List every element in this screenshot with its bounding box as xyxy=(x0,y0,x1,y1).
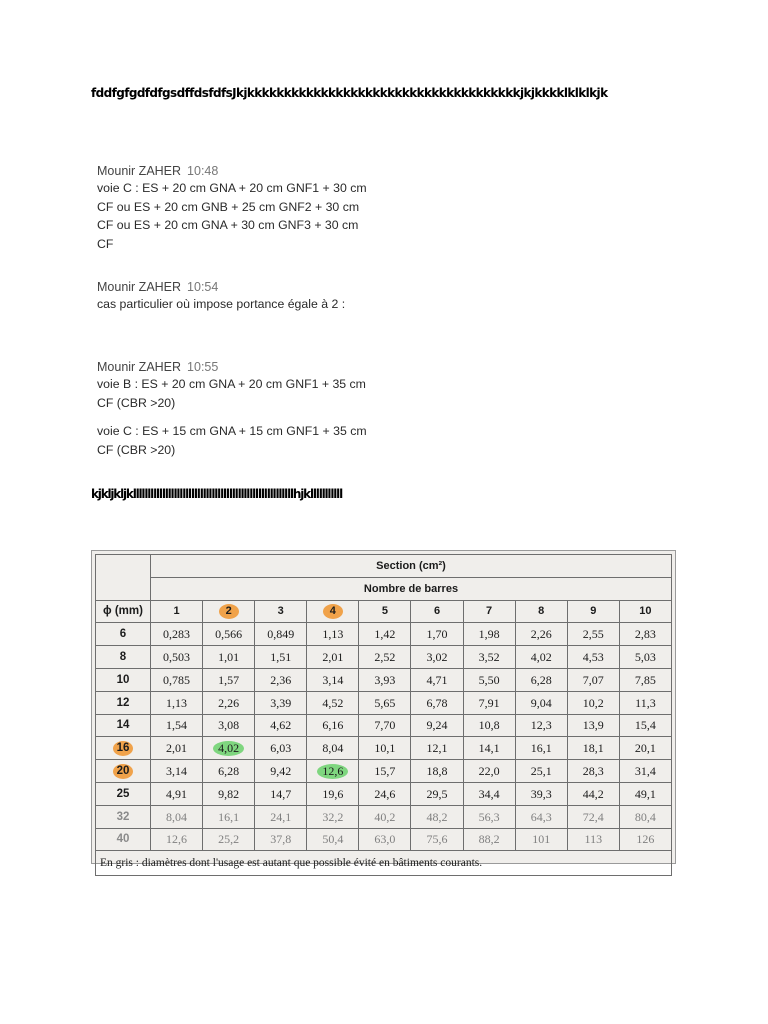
table-cell xyxy=(411,691,463,714)
cell-value: 10,1 xyxy=(374,741,396,756)
cell-value: 3,39 xyxy=(270,695,292,710)
cell-value: 44,2 xyxy=(582,786,604,801)
table-subtitle: Nombre de barres xyxy=(151,577,672,600)
table-cell xyxy=(567,828,619,851)
table-cell xyxy=(359,714,411,737)
table-cell xyxy=(203,623,255,646)
cell-value: 24,1 xyxy=(270,809,292,824)
table-cell xyxy=(411,668,463,691)
cell-value: 4,02 xyxy=(530,650,552,665)
table-cell xyxy=(151,760,203,783)
cell-value: 88,2 xyxy=(478,832,500,847)
cell-value: 15,7 xyxy=(374,764,396,779)
diameter-value: 8 xyxy=(119,651,127,664)
message-author: Mounir ZAHER xyxy=(97,164,182,178)
table-row xyxy=(96,828,672,851)
cell-value: 10,2 xyxy=(582,695,604,710)
column-header xyxy=(307,600,359,623)
message-paragraph: voie B : ES + 20 cm GNA + 20 cm GNF1 + 35 cm CF (CBR >20) xyxy=(97,377,366,410)
cell-value: 1,57 xyxy=(218,672,240,687)
column-header xyxy=(255,600,307,623)
message-header xyxy=(97,163,367,179)
cell-value: 4,53 xyxy=(582,650,604,665)
table-cell xyxy=(255,646,307,669)
column-header xyxy=(619,600,671,623)
table-cell xyxy=(307,691,359,714)
cell-value: 2,01 xyxy=(322,650,344,665)
column-header xyxy=(463,600,515,623)
cell-value: 126 xyxy=(636,832,655,847)
cell-value: 15,4 xyxy=(634,718,656,733)
table-cell xyxy=(151,805,203,828)
table-cell xyxy=(411,760,463,783)
cell-value: 75,6 xyxy=(426,832,448,847)
message-time: 10:48 xyxy=(187,164,219,178)
table-cell xyxy=(619,760,671,783)
cell-value: 0,503 xyxy=(163,650,191,665)
table-cell xyxy=(463,737,515,760)
table-cell xyxy=(255,623,307,646)
table-cell xyxy=(203,691,255,714)
table-cell xyxy=(359,782,411,805)
column-number: 10 xyxy=(639,605,652,618)
cell-value: 11,3 xyxy=(635,695,656,710)
message-paragraph: cas particulier où impose portance égale à 2 : xyxy=(97,297,346,311)
cell-value: 4,91 xyxy=(166,786,188,801)
table-cell xyxy=(307,805,359,828)
row-header-label: ϕ (mm) xyxy=(96,600,151,623)
table-cell xyxy=(411,623,463,646)
cell-value: 6,28 xyxy=(530,672,552,687)
cell-value: 8,04 xyxy=(166,809,188,824)
table-row xyxy=(96,668,672,691)
cell-value: 14,1 xyxy=(478,741,500,756)
cell-value: 9,24 xyxy=(426,718,448,733)
cell-value: 4,62 xyxy=(270,718,292,733)
table-cell xyxy=(255,760,307,783)
message-time: 10:55 xyxy=(187,360,219,374)
table-cell xyxy=(307,623,359,646)
cell-value: 6,28 xyxy=(218,764,240,779)
table-cell xyxy=(307,828,359,851)
message-author: Mounir ZAHER xyxy=(97,280,182,294)
diameter-cell xyxy=(96,737,151,760)
cell-value: 18,8 xyxy=(426,764,448,779)
cell-value: 64,3 xyxy=(530,809,552,824)
table-cell xyxy=(307,760,359,783)
table-row xyxy=(96,714,672,737)
diameter-value-highlighted: 20 xyxy=(113,764,133,779)
cell-value: 12,3 xyxy=(530,718,552,733)
cell-value: 3,02 xyxy=(426,650,448,665)
cell-value: 1,01 xyxy=(218,650,240,665)
cell-value: 5,65 xyxy=(374,695,396,710)
table-cell xyxy=(307,714,359,737)
cell-value: 80,4 xyxy=(634,809,656,824)
column-header xyxy=(151,600,203,623)
diameter-cell xyxy=(96,828,151,851)
table-cell xyxy=(203,668,255,691)
table-cell xyxy=(567,623,619,646)
cell-value: 2,36 xyxy=(270,672,292,687)
cell-value: 113 xyxy=(584,832,603,847)
table-cell xyxy=(203,646,255,669)
cell-value: 25,1 xyxy=(530,764,552,779)
cell-value: 28,3 xyxy=(582,764,604,779)
rebar-section-table-image xyxy=(91,550,676,870)
table-cell xyxy=(255,668,307,691)
message-header xyxy=(97,279,367,295)
table-cell xyxy=(151,782,203,805)
table-cell xyxy=(411,805,463,828)
cell-value: 4,52 xyxy=(322,695,344,710)
table-cell xyxy=(619,646,671,669)
cell-value: 5,03 xyxy=(634,650,656,665)
table-cell xyxy=(307,737,359,760)
table-cell xyxy=(203,737,255,760)
diameter-value: 40 xyxy=(116,833,130,846)
cell-value: 12,1 xyxy=(426,741,448,756)
table-cell xyxy=(151,646,203,669)
table-cell xyxy=(359,646,411,669)
cell-value: 34,4 xyxy=(478,786,500,801)
table-cell xyxy=(463,714,515,737)
footnote-row xyxy=(96,851,672,876)
cell-value: 50,4 xyxy=(322,832,344,847)
table-cell xyxy=(203,714,255,737)
column-number: 6 xyxy=(433,605,441,618)
cell-value: 3,14 xyxy=(166,764,188,779)
table-cell xyxy=(463,828,515,851)
cell-value: 7,85 xyxy=(634,672,656,687)
table-cell xyxy=(151,623,203,646)
column-header xyxy=(359,600,411,623)
diameter-cell xyxy=(96,782,151,805)
cell-value: 3,93 xyxy=(374,672,396,687)
cell-value: 0,785 xyxy=(163,672,191,687)
diameter-cell xyxy=(96,668,151,691)
table-cell xyxy=(307,782,359,805)
cell-value: 2,52 xyxy=(374,650,396,665)
table-cell xyxy=(515,714,567,737)
cell-value: 7,07 xyxy=(582,672,604,687)
table-row xyxy=(96,805,672,828)
message-time: 10:54 xyxy=(187,280,219,294)
table-cell xyxy=(567,646,619,669)
table-cell xyxy=(255,782,307,805)
cell-value: 101 xyxy=(532,832,551,847)
table-cell xyxy=(463,646,515,669)
table-cell xyxy=(203,782,255,805)
cell-value: 9,42 xyxy=(270,764,292,779)
table-row xyxy=(96,691,672,714)
rebar-section-table xyxy=(95,554,672,876)
message-body xyxy=(97,295,367,314)
cell-value: 6,03 xyxy=(270,741,292,756)
table-cell xyxy=(567,714,619,737)
table-cell xyxy=(411,714,463,737)
cell-value: 1,51 xyxy=(270,650,292,665)
diameter-cell xyxy=(96,623,151,646)
cell-value: 1,98 xyxy=(478,627,500,642)
table-cell xyxy=(151,691,203,714)
column-number: 8 xyxy=(538,605,545,618)
table-cell xyxy=(463,668,515,691)
table-cell xyxy=(359,737,411,760)
table-cell xyxy=(151,828,203,851)
cell-value: 7,70 xyxy=(374,718,396,733)
cell-value: 16,1 xyxy=(530,741,552,756)
message-body xyxy=(97,375,367,459)
table-cell xyxy=(515,623,567,646)
cell-value: 2,01 xyxy=(166,741,188,756)
cell-value: 2,55 xyxy=(582,627,604,642)
diameter-value: 6 xyxy=(119,628,127,641)
table-cell xyxy=(567,760,619,783)
cell-value: 0,849 xyxy=(267,627,295,642)
cell-value: 56,3 xyxy=(478,809,500,824)
cell-value: 25,2 xyxy=(218,832,240,847)
column-number: 3 xyxy=(277,605,284,618)
message-header xyxy=(97,359,367,375)
table-cell xyxy=(411,646,463,669)
chat-message-1 xyxy=(97,163,367,253)
table-cell xyxy=(255,737,307,760)
table-cell xyxy=(567,805,619,828)
table-cell xyxy=(463,805,515,828)
cell-value: 32,2 xyxy=(322,809,344,824)
table-cell xyxy=(463,623,515,646)
cell-value: 3,08 xyxy=(218,718,240,733)
cell-value: 9,04 xyxy=(530,695,552,710)
table-cell xyxy=(567,691,619,714)
table-cell xyxy=(515,828,567,851)
message-author: Mounir ZAHER xyxy=(97,360,182,374)
cell-value: 1,13 xyxy=(166,695,188,710)
cell-value: 48,2 xyxy=(426,809,448,824)
table-footnote: En gris : diamètres dont l'usage est autant que possible évité en bâtiments courants. xyxy=(96,851,672,876)
column-number: 5 xyxy=(381,605,388,618)
diameter-cell xyxy=(96,805,151,828)
table-row xyxy=(96,646,672,669)
column-number: 1 xyxy=(173,605,180,618)
table-row xyxy=(96,760,672,783)
table-cell xyxy=(567,782,619,805)
diameter-cell xyxy=(96,646,151,669)
table-row xyxy=(96,737,672,760)
table-row xyxy=(96,623,672,646)
cell-value: 39,3 xyxy=(530,786,552,801)
cell-value: 6,16 xyxy=(322,718,344,733)
cell-value: 8,04 xyxy=(322,741,344,756)
table-cell xyxy=(359,805,411,828)
cell-value: 49,1 xyxy=(634,786,656,801)
cell-value: 20,1 xyxy=(634,741,656,756)
table-cell xyxy=(567,737,619,760)
cell-value: 24,6 xyxy=(374,786,396,801)
message-body xyxy=(97,179,367,253)
table-cell xyxy=(359,668,411,691)
table-cell xyxy=(151,737,203,760)
cell-value: 1,54 xyxy=(166,718,188,733)
chat-message-2 xyxy=(97,279,367,314)
column-header xyxy=(567,600,619,623)
column-header xyxy=(203,600,255,623)
table-cell xyxy=(619,805,671,828)
table-cell xyxy=(515,646,567,669)
table-cell xyxy=(515,760,567,783)
diameter-cell xyxy=(96,760,151,783)
cell-value: 37,8 xyxy=(270,832,292,847)
cell-value: 0,283 xyxy=(163,627,191,642)
column-header-row xyxy=(96,600,672,623)
column-header xyxy=(411,600,463,623)
table-cell xyxy=(203,760,255,783)
table-cell xyxy=(255,691,307,714)
cell-value: 19,6 xyxy=(322,786,344,801)
column-number-highlighted: 2 xyxy=(219,604,239,619)
cell-value: 3,14 xyxy=(322,672,344,687)
table-cell xyxy=(411,737,463,760)
chat-message-3 xyxy=(97,359,367,459)
table-cell xyxy=(359,828,411,851)
diameter-value: 12 xyxy=(116,696,130,709)
table-cell xyxy=(619,828,671,851)
cell-value: 10,8 xyxy=(478,718,500,733)
table-cell xyxy=(619,691,671,714)
diameter-cell xyxy=(96,714,151,737)
table-cell xyxy=(463,691,515,714)
table-cell xyxy=(359,691,411,714)
cell-value: 31,4 xyxy=(634,764,656,779)
cell-value: 16,1 xyxy=(218,809,240,824)
table-cell xyxy=(359,760,411,783)
message-paragraph: voie C : ES + 15 cm GNA + 15 cm GNF1 + 35 cm CF (CBR >20) xyxy=(97,424,367,457)
table-cell xyxy=(567,668,619,691)
table-row xyxy=(96,782,672,805)
table-cell xyxy=(515,782,567,805)
table-title: Section (cm²) xyxy=(151,555,672,578)
table-cell xyxy=(515,805,567,828)
column-header xyxy=(515,600,567,623)
diameter-cell xyxy=(96,691,151,714)
cell-value: 7,91 xyxy=(478,695,500,710)
table-cell xyxy=(619,782,671,805)
table-cell xyxy=(515,691,567,714)
table-cell xyxy=(515,737,567,760)
diameter-value: 25 xyxy=(116,787,130,800)
diameter-value-highlighted: 16 xyxy=(113,741,133,756)
column-number-highlighted: 4 xyxy=(323,604,343,619)
cell-value: 9,82 xyxy=(218,786,240,801)
cell-value: 63,0 xyxy=(374,832,396,847)
cell-value: 1,42 xyxy=(374,627,396,642)
table-cell xyxy=(307,668,359,691)
cell-value: 1,13 xyxy=(322,627,344,642)
cell-value: 2,83 xyxy=(634,627,656,642)
document-text-line-1: fddfgfgdfdfgsdffdsfdfsJkjkkkkkkkkkkkkkkkkkkkkkkkkkkkkkkkkkkkkkjkjkkkklklklkjk xyxy=(91,86,608,100)
table-cell xyxy=(203,805,255,828)
table-cell xyxy=(359,623,411,646)
column-number: 7 xyxy=(486,605,493,618)
table-cell xyxy=(151,714,203,737)
table-cell xyxy=(203,828,255,851)
cell-value: 40,2 xyxy=(374,809,396,824)
cell-value: 2,26 xyxy=(530,627,552,642)
diameter-value: 10 xyxy=(116,673,130,686)
cell-value: 14,7 xyxy=(270,786,292,801)
cell-value: 12,6 xyxy=(166,832,188,847)
cell-value: 5,50 xyxy=(478,672,500,687)
table-cell xyxy=(255,805,307,828)
table-cell xyxy=(411,828,463,851)
table-cell xyxy=(255,714,307,737)
cell-value-highlighted: 12,6 xyxy=(317,764,348,779)
cell-value: 3,52 xyxy=(478,650,500,665)
message-paragraph: voie C : ES + 20 cm GNA + 20 cm GNF1 + 30 cm CF ou ES + 20 cm GNB + 25 cm GNF2 + 30 cm CF ou ES + 20 cm GNA + 30 cm GNF3 + 30 cm CF xyxy=(97,181,367,251)
table-cell xyxy=(515,668,567,691)
cell-value: 2,26 xyxy=(218,695,240,710)
cell-value-highlighted: 4,02 xyxy=(213,741,244,756)
cell-value: 0,566 xyxy=(215,627,243,642)
document-text-line-2: kjkljkljklllllllllllllllllllllllllllllllllllllllllllllllllllllllhjklllllllllll xyxy=(91,487,343,501)
table-cell xyxy=(307,646,359,669)
cell-value: 29,5 xyxy=(426,786,448,801)
cell-value: 6,78 xyxy=(426,695,448,710)
table-cell xyxy=(463,782,515,805)
cell-value: 4,71 xyxy=(426,672,448,687)
cell-value: 22,0 xyxy=(478,764,500,779)
corner-cell xyxy=(96,577,151,600)
table-cell xyxy=(151,668,203,691)
table-cell xyxy=(463,760,515,783)
diameter-value: 14 xyxy=(116,719,130,732)
cell-value: 1,70 xyxy=(426,627,448,642)
table-cell xyxy=(411,782,463,805)
table-cell xyxy=(619,714,671,737)
cell-value: 13,9 xyxy=(582,718,604,733)
diameter-value: 32 xyxy=(116,810,130,823)
table-cell xyxy=(619,668,671,691)
table-cell xyxy=(255,828,307,851)
cell-value: 18,1 xyxy=(582,741,604,756)
column-number: 9 xyxy=(590,605,597,618)
table-cell xyxy=(619,623,671,646)
corner-cell xyxy=(96,555,151,578)
table-cell xyxy=(619,737,671,760)
cell-value: 72,4 xyxy=(582,809,604,824)
